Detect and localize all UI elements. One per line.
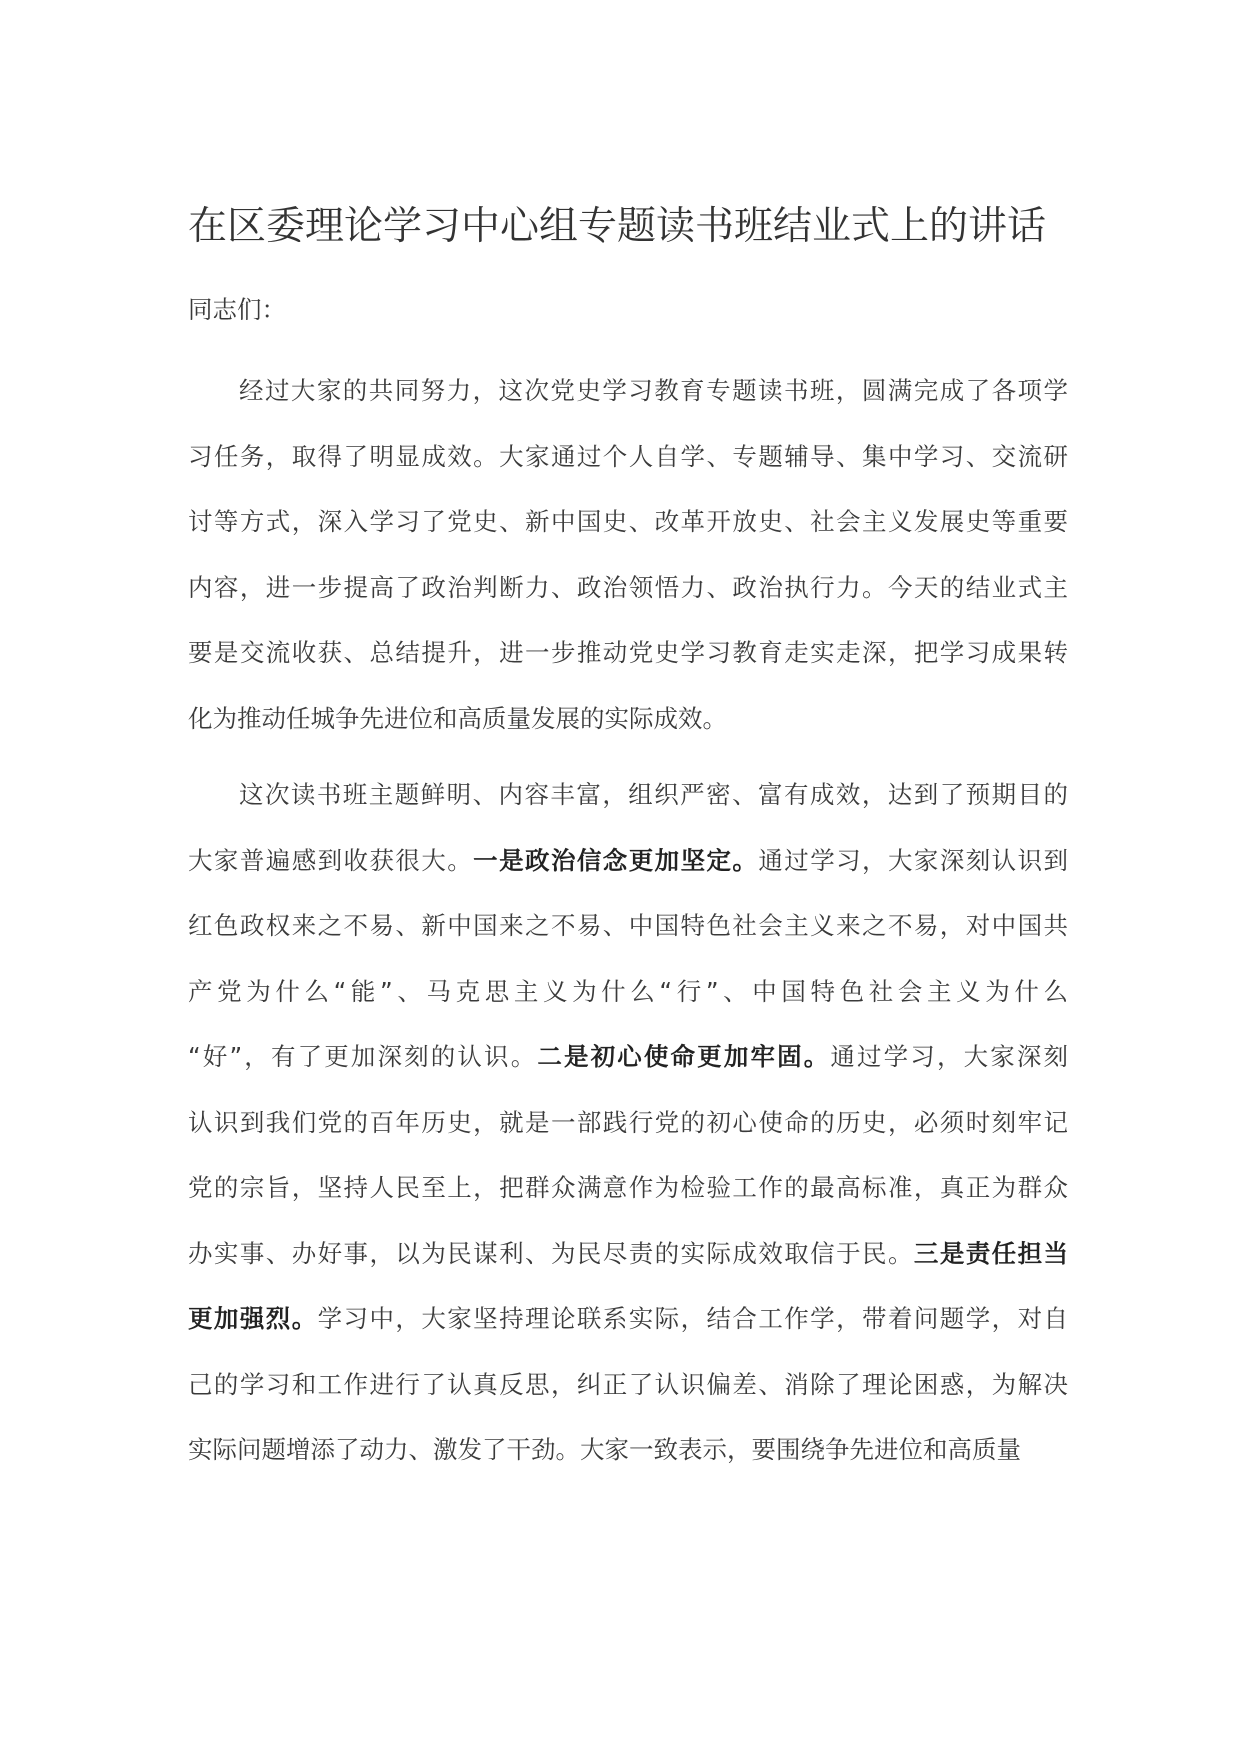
text-line [188,1366,1068,1432]
text-line [188,907,1068,973]
text-line [188,700,1068,766]
body-text: 红色政权来之不易、新中国来之不易、中国特色社会主义来之不易，对中国共 [188,911,1068,940]
text-line [188,776,1068,842]
text-line [188,973,1068,1039]
body-text: 经过大家的共同努力，这次党史学习教育专题读书班，圆满完成了各项学 [239,376,1068,405]
bold-heading-text: 更加强烈。 [188,1304,318,1333]
text-line [188,1038,1068,1104]
text-line [188,634,1068,700]
paragraph-1 [188,372,1068,765]
text-line [188,569,1068,635]
text-line [188,1431,1068,1497]
text-line [188,438,1068,504]
salutation: 同志们： [188,295,286,324]
bold-heading-text: 三是责任担当 [913,1238,1069,1268]
body-text: 要是交流收获、总结提升，进一步推动党史学习教育走实走深，把学习成果转 [188,638,1068,667]
text-line [188,1235,1068,1301]
body-text: 实际问题增添了动力、激发了干劲。大家一致表示，要围绕争先进位和高质量 [188,1435,1021,1464]
body-text: “好”，有了更加深刻的认识。 [188,1042,538,1071]
body-text: 办实事、办好事，以为民谋利、为民尽责的实际成效取信于民。 [188,1238,914,1268]
text-line [188,1104,1068,1170]
body-text: 这次读书班主题鲜明、内容丰富，组织严密、富有成效，达到了预期目的 [239,780,1068,809]
text-line [188,1300,1068,1366]
body-text: 学习中，大家坚持理论联系实际，结合工作学，带着问题学，对自 [317,1304,1069,1333]
body-text: 通过学习，大家深刻 [830,1042,1069,1071]
text-line [188,503,1068,569]
body-text: 大家普遍感到收获很大。 [188,845,474,875]
body-text: 产党为什么“能”、马克思主义为什么“行”、中国特色社会主义为什么 [188,976,1068,1006]
text-line [188,842,1068,908]
body-text: 化为推动任城争先进位和高质量发展的实际成效。 [188,703,727,733]
bold-heading-text: 二是初心使命更加牢固。 [537,1042,831,1071]
text-line [188,372,1068,438]
document-title: 在区委理论学习中心组专题读书班结业式上的讲话 [188,204,1047,249]
body-text: 认识到我们党的百年历史，就是一部践行党的初心使命的历史，必须时刻牢记 [188,1107,1068,1137]
bold-heading-text: 一是政治信念更加坚定。 [473,845,759,875]
body-text: 党的宗旨，坚持人民至上，把群众满意作为检验工作的最高标准，真正为群众 [188,1173,1068,1202]
body-text: 内容，进一步提高了政治判断力、政治领悟力、政治执行力。今天的结业式主 [188,572,1068,602]
body-text: 己的学习和工作进行了认真反思，纠正了认识偏差、消除了理论困惑，为解决 [188,1369,1068,1399]
body-text: 习任务，取得了明显成效。大家通过个人自学、专题辅导、集中学习、交流研 [188,441,1068,471]
body-text: 讨等方式，深入学习了党史、新中国史、改革开放史、社会主义发展史等重要 [188,507,1068,536]
paragraph-2 [188,776,1068,1497]
text-line [188,1169,1068,1235]
body-text: 通过学习，大家深刻认识到 [758,845,1069,875]
